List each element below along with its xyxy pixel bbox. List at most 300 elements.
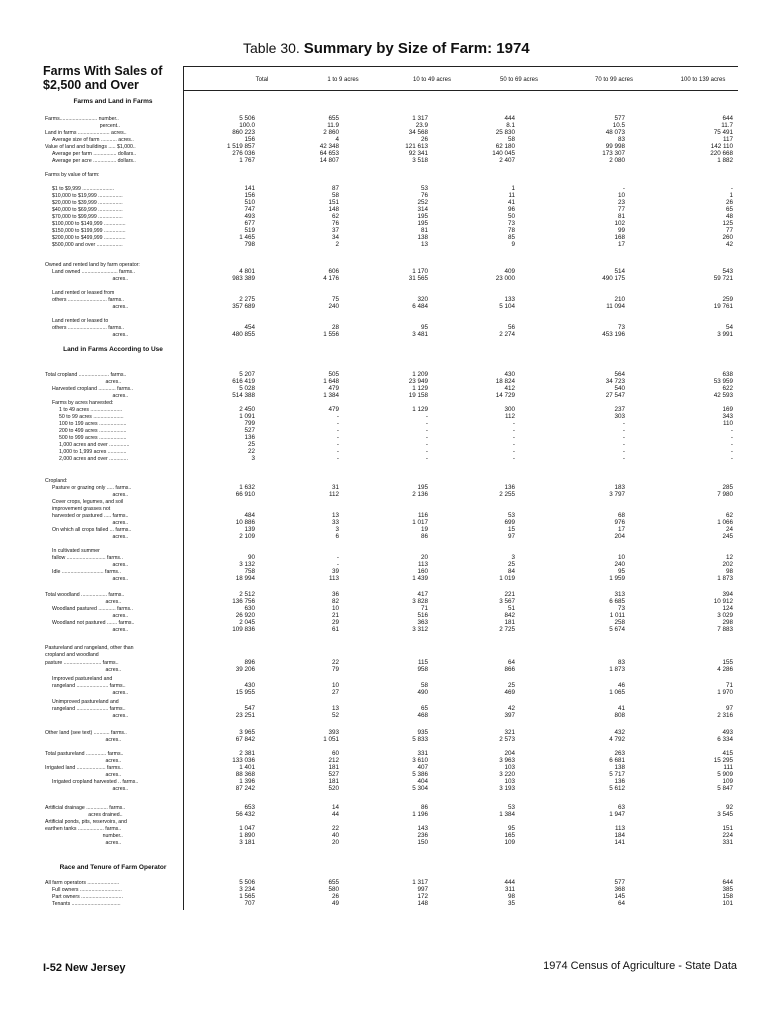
table-cell: 36 <box>331 591 339 598</box>
table-number: Table 30. <box>243 40 300 56</box>
table-cell: 169 <box>722 406 733 413</box>
table-cell: 31 565 <box>408 275 428 282</box>
table-cell: 183 <box>614 484 625 491</box>
table-cell: 2 381 <box>239 750 255 757</box>
table-cell: - <box>622 448 625 455</box>
table-cell: 1 170 <box>412 268 428 275</box>
table-cell: 58 <box>507 136 515 143</box>
table-cell: 145 <box>614 893 625 900</box>
table-cell: 22 <box>247 448 255 455</box>
table-cell: 87 <box>331 185 339 192</box>
table-cell: 155 <box>722 659 733 666</box>
table-cell: 60 <box>331 750 339 757</box>
table-cell: 204 <box>504 750 515 757</box>
row-label: acres.. <box>45 667 122 673</box>
table-cell: - <box>730 455 733 462</box>
row-label: acres.. <box>52 690 129 696</box>
row-label: Woodland pastured ............ farms.. <box>52 606 133 612</box>
table-cell: 1 396 <box>239 778 255 785</box>
table-cell: 101 <box>722 900 733 907</box>
table-cell: 2 080 <box>609 157 625 164</box>
table-cell: 15 295 <box>713 757 733 764</box>
table-cell: 237 <box>614 406 625 413</box>
table-cell: 76 <box>420 192 428 199</box>
table-cell: 516 <box>417 612 428 619</box>
row-label: 1,000 acres and over .............. <box>59 442 130 448</box>
table-cell: 2 407 <box>499 157 515 164</box>
table-cell: 97 <box>507 533 515 540</box>
table-cell: 2 109 <box>239 533 255 540</box>
table-cell: 20 <box>420 554 428 561</box>
row-label: All farm operators ...................... <box>45 880 120 886</box>
table-cell: 11.7 <box>721 122 733 129</box>
table-cell: - <box>622 455 625 462</box>
table-cell: 150 <box>417 839 428 846</box>
table-cell: 64 <box>507 659 515 666</box>
table-cell: 1 947 <box>609 811 625 818</box>
table-cell: 407 <box>417 764 428 771</box>
table-cell: 397 <box>504 712 515 719</box>
row-label: Farms by acres harvested: <box>52 400 114 406</box>
table-cell: 285 <box>722 484 733 491</box>
table-cell: 88 368 <box>235 771 255 778</box>
table-cell: 39 206 <box>235 666 255 673</box>
table-cell: 357 689 <box>232 303 255 310</box>
table-cell: 699 <box>504 519 515 526</box>
row-label: Average per farm ................ dollars.. <box>52 151 137 157</box>
table-cell: 14 729 <box>495 392 515 399</box>
row-label: Pasture or grazing only ..... farms.. <box>52 485 132 491</box>
table-cell: 430 <box>504 371 515 378</box>
row-label: Artificial ponds, pits, reservoirs, and <box>45 819 127 825</box>
table-cell: 15 <box>507 526 515 533</box>
table-cell: 6 681 <box>609 757 625 764</box>
table-cell: 677 <box>244 220 255 227</box>
row-label: acres.. <box>52 713 129 719</box>
table-cell: 321 <box>504 729 515 736</box>
table-cell: 10 <box>331 605 339 612</box>
table-cell: 547 <box>244 705 255 712</box>
table-cell: - <box>512 441 515 448</box>
row-label: cropland and woodland <box>45 652 99 658</box>
side-title-line: $2,500 and Over <box>43 78 139 92</box>
row-label: pasture .......................... farms.. <box>45 660 119 666</box>
table-cell: - <box>425 427 428 434</box>
table-cell: 77 <box>617 206 625 213</box>
table-cell: 758 <box>244 568 255 575</box>
table-cell: 394 <box>722 591 733 598</box>
table-cell: 5 674 <box>609 626 625 633</box>
table-cell: 3 234 <box>239 886 255 893</box>
column-header: 1 to 9 acres <box>327 77 359 83</box>
table-cell: 236 <box>417 832 428 839</box>
table-cell: 77 <box>725 227 733 234</box>
row-label: 50 to 99 acres ..................... <box>59 414 124 420</box>
table-cell: 303 <box>614 413 625 420</box>
table-cell: 616 419 <box>232 378 255 385</box>
table-cell: 3 312 <box>412 626 428 633</box>
table-cell: 1 047 <box>239 825 255 832</box>
table-cell: 23.9 <box>415 122 428 129</box>
table-cell: 82 <box>331 598 339 605</box>
table-cell: 195 <box>417 484 428 491</box>
row-label: Cover crops, legumes, and soil <box>52 499 124 505</box>
table-cell: 98 <box>725 568 733 575</box>
table-cell: 896 <box>244 659 255 666</box>
table-cell: 50 <box>507 213 515 220</box>
column-header: 50 to 69 acres <box>499 77 539 83</box>
row-label: Pastureland and rangeland, other than <box>45 645 134 651</box>
table-cell: - <box>512 434 515 441</box>
table-cell: 34 723 <box>605 378 625 385</box>
table-cell: 195 <box>417 220 428 227</box>
table-cell: 181 <box>504 619 515 626</box>
table-cell: 85 <box>507 234 515 241</box>
row-label: In cultivated summer <box>52 548 100 554</box>
table-cell: 103 <box>504 778 515 785</box>
row-label: 2,000 acres and over ............. <box>59 456 128 462</box>
table-cell: - <box>730 448 733 455</box>
table-cell: 64 653 <box>319 150 339 157</box>
table-cell: 100.0 <box>239 122 255 129</box>
table-cell: 143 <box>417 825 428 832</box>
table-cell: 116 <box>417 512 428 519</box>
table-cell: 75 491 <box>713 129 733 136</box>
table-cell: 577 <box>614 879 625 886</box>
table-cell: 26 920 <box>235 612 255 619</box>
table-cell: 13 <box>331 705 339 712</box>
table-cell: 5 717 <box>609 771 625 778</box>
table-cell: 41 <box>507 199 515 206</box>
table-cell: 33 <box>331 519 339 526</box>
top-rule <box>183 66 738 67</box>
table-cell: 112 <box>504 413 515 420</box>
table-cell: 73 <box>617 605 625 612</box>
table-cell: 1 970 <box>717 689 733 696</box>
table-cell: 3 220 <box>499 771 515 778</box>
table-cell: 24 <box>725 526 733 533</box>
table-cell: - <box>425 441 428 448</box>
table-cell: 42 593 <box>713 392 733 399</box>
table-cell: 527 <box>328 771 339 778</box>
table-cell: 12 <box>725 554 733 561</box>
table-cell: 151 <box>722 825 733 832</box>
row-label: $150,000 to $199,999 ............... <box>52 228 126 234</box>
column-header: 10 to 49 acres <box>412 77 452 83</box>
table-cell: - <box>425 420 428 427</box>
column-header: Total <box>255 77 269 83</box>
table-cell: 1 648 <box>323 378 339 385</box>
table-cell: 3 029 <box>717 612 733 619</box>
table-cell: 56 <box>507 324 515 331</box>
table-cell: 42 <box>725 241 733 248</box>
table-cell: 5 386 <box>412 771 428 778</box>
table-cell: 630 <box>244 605 255 612</box>
row-label: $20,000 to $39,999 ................. <box>52 200 123 206</box>
row-label: acres.. <box>45 758 122 764</box>
table-cell: 7 883 <box>717 626 733 633</box>
table-cell: 3 965 <box>239 729 255 736</box>
table-cell: 34 568 <box>408 129 428 136</box>
table-cell: 86 <box>420 533 428 540</box>
row-label: acres.. <box>45 840 122 846</box>
table-cell: - <box>336 455 339 462</box>
table-cell: 298 <box>722 619 733 626</box>
row-label: 500 to 999 acres ................... <box>59 435 127 441</box>
table-cell: 4 801 <box>239 268 255 275</box>
table-cell: 2 860 <box>323 129 339 136</box>
table-cell: 65 <box>420 705 428 712</box>
table-cell: 109 <box>722 778 733 785</box>
table-cell: 1 091 <box>239 413 255 420</box>
table-cell: 18 824 <box>495 378 515 385</box>
table-cell: 109 <box>504 839 515 846</box>
table-cell: 1 401 <box>239 764 255 771</box>
table-cell: 53 959 <box>713 378 733 385</box>
table-cell: 393 <box>328 729 339 736</box>
table-cell: 25 <box>507 682 515 689</box>
row-label: Unimproved pastureland and <box>52 699 119 705</box>
row-label: Idle ............................. farms.. <box>52 569 121 575</box>
table-cell: 4 176 <box>323 275 339 282</box>
table-cell: 62 180 <box>495 143 515 150</box>
table-cell: 83 <box>617 659 625 666</box>
table-cell: 22 <box>331 659 339 666</box>
table-cell: 331 <box>417 750 428 757</box>
row-label: Woodland not pastured ....... farms.. <box>52 620 135 626</box>
row-label: acres.. <box>52 304 129 310</box>
table-cell: - <box>336 448 339 455</box>
table-cell: 5 304 <box>412 785 428 792</box>
table-heading: Summary by Size of Farm: 1974 <box>303 40 530 57</box>
table-cell: 505 <box>328 371 339 378</box>
table-cell: 10 <box>331 682 339 689</box>
table-cell: 1 066 <box>717 519 733 526</box>
table-cell: 68 <box>617 512 625 519</box>
table-cell: 453 196 <box>602 331 625 338</box>
table-cell: 136 <box>614 778 625 785</box>
table-cell: 8.1 <box>506 122 515 129</box>
table-cell: 71 <box>725 682 733 689</box>
table-cell: 95 <box>420 324 428 331</box>
table-cell: 5 207 <box>239 371 255 378</box>
table-cell: 19 <box>420 526 428 533</box>
table-cell: 23 251 <box>235 712 255 719</box>
table-cell: 1 051 <box>323 736 339 743</box>
table-cell: 23 000 <box>495 275 515 282</box>
row-label: $200,000 to $499,999 ............... <box>52 235 126 241</box>
row-label: acres.. <box>52 492 129 498</box>
table-cell: 444 <box>504 115 515 122</box>
table-cell: - <box>512 427 515 434</box>
table-cell: 103 <box>504 764 515 771</box>
table-cell: 320 <box>417 296 428 303</box>
table-cell: 58 <box>420 682 428 689</box>
table-cell: - <box>336 420 339 427</box>
table-cell: 3 481 <box>412 331 428 338</box>
table-cell: 432 <box>614 729 625 736</box>
table-cell: 59 721 <box>713 275 733 282</box>
table-cell: 221 <box>504 591 515 598</box>
table-cell: 4 792 <box>609 736 625 743</box>
table-cell: 35 <box>507 900 515 907</box>
table-cell: 842 <box>504 612 515 619</box>
table-cell: - <box>336 554 339 561</box>
table-cell: 2 136 <box>412 491 428 498</box>
table-cell: 1 196 <box>412 811 428 818</box>
table-cell: 6 <box>335 533 339 540</box>
table-cell: 158 <box>722 893 733 900</box>
table-cell: - <box>730 434 733 441</box>
table-cell: 75 <box>331 296 339 303</box>
table-cell: 2 573 <box>499 736 515 743</box>
table-cell: - <box>336 434 339 441</box>
table-cell: 412 <box>504 385 515 392</box>
table-cell: 37 <box>331 227 339 234</box>
table-cell: 3 193 <box>499 785 515 792</box>
row-label: acres.. <box>45 772 122 778</box>
table-cell: 1 317 <box>412 115 428 122</box>
table-cell: 109 836 <box>232 626 255 633</box>
table-cell: 866 <box>504 666 515 673</box>
table-cell: 493 <box>722 729 733 736</box>
table-cell: 84 <box>507 568 515 575</box>
row-label: Land rented or leased to <box>52 318 109 324</box>
table-cell: 363 <box>417 619 428 626</box>
table-cell: 493 <box>244 213 255 220</box>
table-cell: - <box>512 420 515 427</box>
table-cell: 5 612 <box>609 785 625 792</box>
table-cell: 26 <box>331 893 339 900</box>
table-cell: 519 <box>244 227 255 234</box>
table-cell: 48 <box>725 213 733 220</box>
table-cell: 141 <box>614 839 625 846</box>
table-cell: 15 955 <box>235 689 255 696</box>
table-cell: - <box>730 427 733 434</box>
header-rule <box>183 90 738 91</box>
table-cell: 707 <box>244 900 255 907</box>
table-cell: 2 725 <box>499 626 515 633</box>
table-cell: 983 389 <box>232 275 255 282</box>
row-label: Owned and rented land by farm operator: <box>45 262 140 268</box>
table-cell: 276 036 <box>232 150 255 157</box>
row-label: harvested or pastured ..... farms.. <box>52 513 129 519</box>
table-cell: 220 668 <box>710 150 733 157</box>
table-cell: 430 <box>244 682 255 689</box>
row-label: earthen tanks .................. farms.. <box>45 826 122 832</box>
row-label: Artificial drainage ............... farms.. <box>45 805 126 811</box>
table-cell: 39 <box>331 568 339 575</box>
row-label: Improved pastureland and <box>52 676 113 682</box>
table-cell: 240 <box>614 561 625 568</box>
table-cell: 61 <box>331 626 339 633</box>
table-cell: 25 830 <box>495 129 515 136</box>
table-cell: 86 <box>420 804 428 811</box>
table-cell: 172 <box>417 893 428 900</box>
table-cell: 5 847 <box>717 785 733 792</box>
table-cell: 17 <box>617 241 625 248</box>
table-cell: - <box>336 561 339 568</box>
table-cell: 156 <box>244 192 255 199</box>
table-cell: 3 545 <box>717 811 733 818</box>
table-cell: 90 <box>247 554 255 561</box>
table-cell: 311 <box>504 886 515 893</box>
table-cell: 113 <box>417 561 428 568</box>
table-cell: 11 094 <box>606 303 625 310</box>
table-cell: 23 949 <box>408 378 428 385</box>
table-cell: 26 <box>420 136 428 143</box>
table-cell: 1 767 <box>239 157 255 164</box>
row-label: acres.. <box>52 520 129 526</box>
table-cell: 56 432 <box>235 811 255 818</box>
table-cell: 181 <box>328 778 339 785</box>
table-cell: 173 307 <box>602 150 625 157</box>
table-cell: 151 <box>328 199 339 206</box>
table-cell: 1 019 <box>499 575 515 582</box>
table-cell: 62 <box>331 213 339 220</box>
table-cell: 95 <box>507 825 515 832</box>
table-cell: 10 912 <box>713 598 733 605</box>
row-label: acres.. <box>52 613 129 619</box>
table-cell: 3 181 <box>239 839 255 846</box>
row-label: 1 to 49 acres ...................... <box>59 407 123 413</box>
table-cell: 343 <box>722 413 733 420</box>
row-label: Part owners ............................. <box>52 894 123 900</box>
row-label: others ........................... farms.. <box>52 297 125 303</box>
table-cell: 10 <box>617 554 625 561</box>
row-label: acres.. <box>52 562 129 568</box>
table-cell: 6 685 <box>609 598 625 605</box>
table-cell: 798 <box>244 241 255 248</box>
row-label: rangeland ...................... farms.. <box>52 683 126 689</box>
table-cell: 3 <box>251 455 255 462</box>
table-cell: 404 <box>417 778 428 785</box>
table-cell: 2 255 <box>499 491 515 498</box>
table-cell: 73 <box>507 220 515 227</box>
row-label: fallow ........................... farms.. <box>52 555 123 561</box>
table-cell: 3 518 <box>412 157 428 164</box>
table-cell: 73 <box>617 324 625 331</box>
table-cell: 2 274 <box>499 331 515 338</box>
table-cell: 29 <box>331 619 339 626</box>
table-cell: 23 <box>617 199 625 206</box>
table-cell: 202 <box>722 561 733 568</box>
row-label: Full owners ............................. <box>52 887 122 893</box>
table-cell: 1 209 <box>412 371 428 378</box>
row-label: Total cropland ..................... farms.. <box>45 372 127 378</box>
table-cell: 3 963 <box>499 757 515 764</box>
table-cell: 115 <box>417 659 428 666</box>
table-cell: 2 512 <box>239 591 255 598</box>
table-cell: 21 <box>331 612 339 619</box>
table-cell: 799 <box>244 420 255 427</box>
table-cell: 92 <box>725 804 733 811</box>
table-cell: 64 <box>617 900 625 907</box>
table-cell: 102 <box>614 220 625 227</box>
row-label: Cropland: <box>45 478 68 484</box>
table-cell: 111 <box>723 764 733 771</box>
table-cell: 314 <box>417 206 428 213</box>
table-cell: 5 909 <box>717 771 733 778</box>
table-cell: 18 994 <box>235 575 255 582</box>
table-cell: 121 613 <box>405 143 428 150</box>
table-cell: 53 <box>420 185 428 192</box>
table-cell: 81 <box>420 227 428 234</box>
table-cell: 44 <box>331 811 339 818</box>
table-cell: 976 <box>614 519 625 526</box>
table-cell: 96 <box>507 206 515 213</box>
table-cell: 184 <box>614 832 625 839</box>
